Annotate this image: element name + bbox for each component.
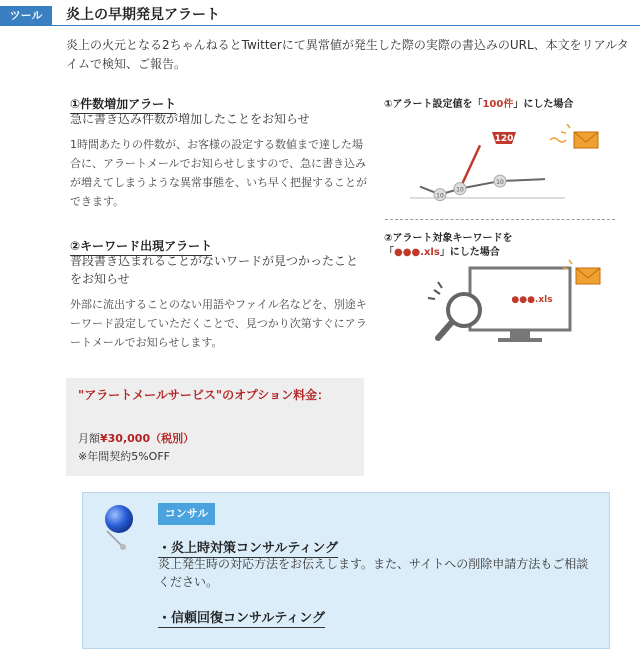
pricing-monthly-prefix: 月額: [78, 432, 100, 445]
section2-body: 外部に流出することのない用語やファイル名などを、別途キーワード設定していただくことで、見つかり次第すぐにアラートメールでお知らせします。: [70, 298, 367, 349]
figure1-caption-highlight: 100件: [482, 99, 514, 110]
consulting-item1-desc: 炎上発生時の対応方法をお伝えします。また、サイトへの削除申請方法もご相談ください。: [158, 557, 589, 589]
section1-title: ①件数増加アラート: [70, 95, 176, 114]
pricing-monthly: [78, 430, 194, 446]
consulting-item1-title: ・炎上時対策コンサルティング: [158, 537, 338, 558]
figure2-caption-line1: ②アラート対象キーワードを: [384, 233, 513, 244]
chart-point-label: 10: [456, 186, 464, 194]
pin-icon: [97, 501, 137, 551]
signal-wave-icon: [550, 138, 566, 142]
section1-subtitle: 急に書き込み件数が増加したことをお知らせ: [70, 112, 310, 126]
consulting-item2-title: ・信頼回復コンサルティング: [158, 607, 325, 628]
header-divider: [0, 25, 640, 26]
section-header: [0, 0, 640, 28]
pricing-box: [66, 378, 364, 476]
section2-title: ②キーワード出現アラート: [70, 237, 212, 256]
mail-icon: [561, 124, 598, 148]
figure2-caption-post: 」にした場合: [439, 247, 500, 258]
consulting-box: [82, 492, 610, 649]
pricing-note: ※年間契約5%OFF: [78, 450, 170, 463]
chart-points: [434, 175, 506, 201]
pricing-title: "アラートメールサービス"のオプション料金：: [78, 388, 330, 402]
figure2-caption-pre: 「: [384, 247, 394, 258]
chart-badge-label: 120: [494, 134, 514, 144]
alert-spark-icon: [428, 282, 442, 299]
page-title: 炎上の早期発見アラート: [66, 7, 220, 23]
figure1-caption: [384, 95, 573, 110]
chart-spike-line: [460, 145, 480, 188]
figure-divider: [385, 219, 615, 220]
intro-text: 炎上の火元となる2ちゃんねるとTwitterにて異常値が発生した際の実際の書込みのURL、本文をリアルタイムで検知、ご報告。: [66, 38, 629, 71]
figure2-caption-line2: [384, 243, 500, 258]
alert-chart-illustration: [380, 110, 620, 215]
chart-point-label: 10: [436, 192, 444, 200]
monitor-icon: [470, 268, 570, 342]
pricing-amount: ¥30,000（税別）: [100, 432, 195, 445]
figure1-caption-post: 」にした場合: [513, 99, 574, 110]
figure1-caption-pre: ①アラート設定値を「: [384, 99, 483, 110]
consulting-tag: コンサル: [158, 503, 215, 525]
keyword-search-illustration: [420, 258, 620, 348]
category-tag: ツール: [0, 6, 52, 26]
chart-point-label: 10: [496, 179, 504, 187]
section1-body: 1時間あたりの件数が、お客様の設定する数値まで達した場合に、アラートメールでお知らせしますので、急に書き込みが増えてしまうような異常事態を、いち早く把握することができます。: [70, 138, 367, 208]
section2-subtitle: 普段書き込まれることがないワードが見つかったことをお知らせ: [70, 254, 359, 286]
figure2-caption-highlight: ●●●.xls: [394, 247, 440, 258]
monitor-keyword-text: ●●●.xls: [511, 295, 553, 305]
